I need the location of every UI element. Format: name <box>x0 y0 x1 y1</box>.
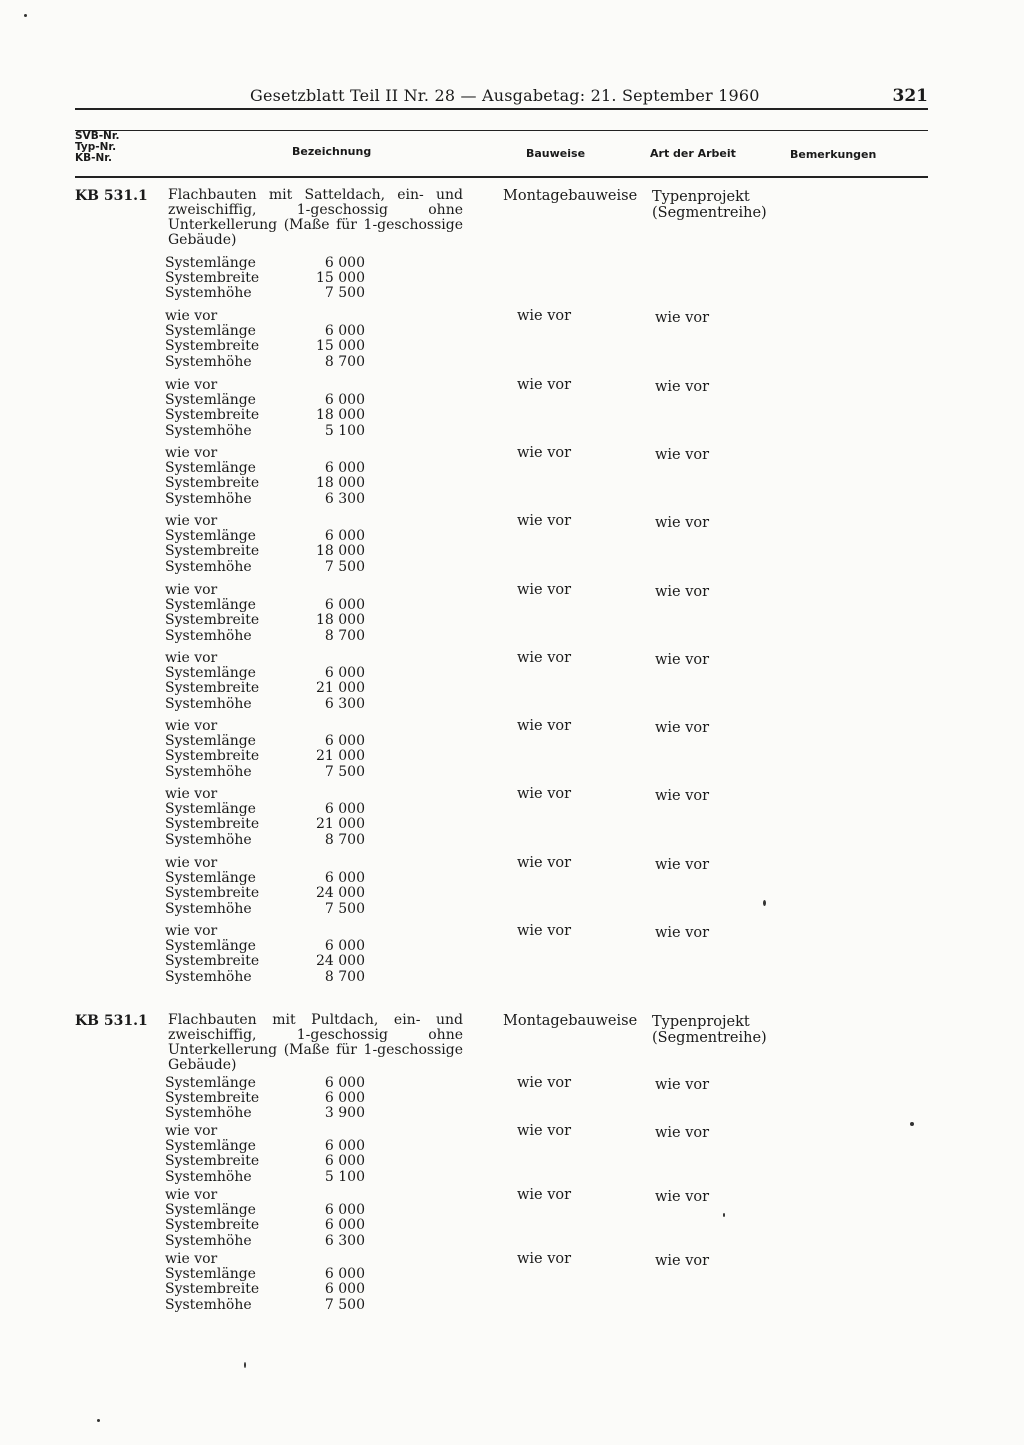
dimension-value: 6 000 <box>324 938 365 955</box>
dimension-value: 6 000 <box>324 1202 365 1219</box>
dimension-label: Systemlänge <box>165 733 256 750</box>
column-header-top-rule <box>75 130 928 131</box>
dimension-value: 6 000 <box>324 733 365 750</box>
dimension-value: 6 000 <box>324 528 365 545</box>
column-head-method: Bauweise <box>526 147 586 160</box>
column-head-remarks: Bemerkungen <box>790 148 877 161</box>
dimension-label: Systemhöhe <box>165 1232 252 1249</box>
dimension-value: 18 000 <box>316 543 365 560</box>
group-work-type: wie vor <box>655 379 710 395</box>
group-method: wie vor <box>517 923 572 939</box>
dimension-label: Systemlänge <box>165 801 256 818</box>
group-work-type: wie vor <box>655 1125 710 1141</box>
dimension-value: 5 100 <box>324 422 365 439</box>
dimension-label: Systemlänge <box>165 1202 256 1219</box>
dimension-value: 6 000 <box>324 255 365 271</box>
dimension-label: Systemlänge <box>165 938 256 955</box>
dimension-label: Systembreite <box>165 1090 260 1107</box>
dimension-label: Systemlänge <box>165 1138 256 1155</box>
same-as-above-label: wie vor <box>165 855 218 871</box>
dimension-value: 7 500 <box>324 1296 365 1313</box>
work-type: Typenprojekt (Segmentreihe) <box>652 1014 767 1046</box>
dimension-value: 8 700 <box>324 831 365 848</box>
dimension-label: Systemlänge <box>165 255 256 271</box>
group-work-type: wie vor <box>655 720 710 736</box>
same-as-above-label: wie vor <box>165 718 218 734</box>
group-work-type: wie vor <box>655 1077 710 1093</box>
dimension-label: Systembreite <box>165 953 260 970</box>
group-work-type: wie vor <box>655 1253 710 1269</box>
group-method: wie vor <box>517 1075 572 1091</box>
group-method: wie vor <box>517 1251 572 1267</box>
dimension-label: Systembreite <box>165 816 260 833</box>
column-head-svb: SVB-Nr. <box>75 130 120 142</box>
group-method: wie vor <box>517 718 572 734</box>
dimension-label: Systembreite <box>165 1153 260 1170</box>
dimension-value: 6 300 <box>324 695 365 712</box>
dimension-label: Systemhöhe <box>165 490 252 507</box>
dimension-label: Systemhöhe <box>165 1105 252 1122</box>
same-as-above-label: wie vor <box>165 650 218 666</box>
dimension-value: 6 000 <box>324 1138 365 1155</box>
dimension-value: 21 000 <box>316 816 365 833</box>
scan-speck <box>763 900 766 906</box>
dimension-value: 7 500 <box>324 285 365 302</box>
column-head-ids <box>75 131 120 164</box>
dimension-label: Systembreite <box>165 885 260 902</box>
group-method: wie vor <box>517 1187 572 1203</box>
kb-number: KB 531.1 <box>75 1013 148 1029</box>
same-as-above-label: wie vor <box>165 1251 218 1267</box>
dimension-label: Systemlänge <box>165 460 256 477</box>
header-rule <box>75 108 928 110</box>
scan-speck <box>910 1122 914 1126</box>
dimension-value: 21 000 <box>316 748 365 765</box>
same-as-above-label: wie vor <box>165 923 218 939</box>
dimension-value: 6 000 <box>324 665 365 682</box>
dimension-label: Systemhöhe <box>165 627 252 644</box>
column-head-kb: KB-Nr. <box>75 152 112 164</box>
dimension-label: Systemhöhe <box>165 558 252 575</box>
header-title: Gesetzblatt Teil II Nr. 28 — Ausgabetag: 21. September 1960 <box>250 86 760 105</box>
dimension-label: Systemhöhe <box>165 1296 252 1313</box>
construction-method: Montagebauweise <box>503 188 638 204</box>
dimension-label: Systemhöhe <box>165 695 252 712</box>
same-as-above-label: wie vor <box>165 582 218 598</box>
dimension-value: 6 300 <box>324 490 365 507</box>
dimension-value: 18 000 <box>316 475 365 492</box>
dimension-value: 3 900 <box>324 1105 365 1122</box>
group-method: wie vor <box>517 377 572 393</box>
group-work-type: wie vor <box>655 857 710 873</box>
group-work-type: wie vor <box>655 925 710 941</box>
same-as-above-label: wie vor <box>165 1187 218 1203</box>
group-method: wie vor <box>517 582 572 598</box>
dimension-value: 18 000 <box>316 407 365 424</box>
group-work-type: wie vor <box>655 515 710 531</box>
dimension-label: Systemlänge <box>165 1075 256 1091</box>
group-method: wie vor <box>517 308 572 324</box>
work-type: Typenprojekt (Segmentreihe) <box>652 189 767 221</box>
dimension-label: Systemhöhe <box>165 353 252 370</box>
dimension-label: Systemlänge <box>165 528 256 545</box>
dimension-value: 7 500 <box>324 900 365 917</box>
dimension-value: 6 000 <box>324 1153 365 1170</box>
dimension-value: 8 700 <box>324 627 365 644</box>
dimension-label: Systemlänge <box>165 392 256 409</box>
dimension-value: 6 000 <box>324 597 365 614</box>
dimension-label: Systemhöhe <box>165 900 252 917</box>
construction-method: Montagebauweise <box>503 1013 638 1029</box>
designation-text: Flachbauten mit Pultdach, ein- und zweischiffig, 1-geschossig ohne Unterkellerung (Maße für 1-geschossige Gebäude) <box>168 1012 463 1073</box>
same-as-above-label: wie vor <box>165 1123 218 1139</box>
dimension-value: 6 300 <box>324 1232 365 1249</box>
dimension-label: Systemhöhe <box>165 763 252 780</box>
dimension-label: Systemhöhe <box>165 831 252 848</box>
column-head-typ: Typ-Nr. <box>75 141 117 153</box>
dimension-label: Systemlänge <box>165 1266 256 1283</box>
scan-speck <box>723 1213 725 1217</box>
dimension-label: Systemhöhe <box>165 422 252 439</box>
same-as-above-label: wie vor <box>165 513 218 529</box>
scan-speck <box>24 14 27 17</box>
group-method: wie vor <box>517 650 572 666</box>
dimension-label: Systembreite <box>165 680 260 697</box>
column-head-work-type: Art der Arbeit <box>650 147 736 160</box>
dimension-value: 6 000 <box>324 1281 365 1298</box>
dimension-value: 21 000 <box>316 680 365 697</box>
dimension-label: Systembreite <box>165 748 260 765</box>
dimension-label: Systemlänge <box>165 323 256 340</box>
dimension-value: 24 000 <box>316 885 365 902</box>
dimension-value: 8 700 <box>324 968 365 985</box>
dimension-label: Systembreite <box>165 612 260 629</box>
dimension-value: 5 100 <box>324 1168 365 1185</box>
same-as-above-label: wie vor <box>165 377 218 393</box>
dimension-value: 7 500 <box>324 763 365 780</box>
designation-text: Flachbauten mit Satteldach, ein- und zweischiffig, 1-geschossig ohne Unterkellerung (Maße für 1-geschossige Gebäude) <box>168 187 463 248</box>
dimension-label: Systemhöhe <box>165 968 252 985</box>
dimension-value: 18 000 <box>316 612 365 629</box>
dimension-label: Systembreite <box>165 338 260 355</box>
group-work-type: wie vor <box>655 1189 710 1205</box>
dimension-value: 6 000 <box>324 870 365 887</box>
dimension-label: Systembreite <box>165 543 260 560</box>
dimension-value: 6 000 <box>324 1266 365 1283</box>
page-header <box>75 84 928 110</box>
same-as-above-label: wie vor <box>165 786 218 802</box>
dimension-label: Systembreite <box>165 270 260 287</box>
dimension-label: Systembreite <box>165 1217 260 1234</box>
group-work-type: wie vor <box>655 447 710 463</box>
dimension-value: 15 000 <box>316 338 365 355</box>
dimension-value: 7 500 <box>324 558 365 575</box>
dimension-value: 6 000 <box>324 323 365 340</box>
group-method: wie vor <box>517 855 572 871</box>
kb-number: KB 531.1 <box>75 188 148 204</box>
dimension-label: Systemlänge <box>165 870 256 887</box>
dimension-label: Systemlänge <box>165 665 256 682</box>
group-work-type: wie vor <box>655 788 710 804</box>
group-work-type: wie vor <box>655 584 710 600</box>
group-method: wie vor <box>517 786 572 802</box>
group-work-type: wie vor <box>655 310 710 326</box>
dimension-label: Systemhöhe <box>165 1168 252 1185</box>
same-as-above-label: wie vor <box>165 308 218 324</box>
group-method: wie vor <box>517 513 572 529</box>
dimension-label: Systembreite <box>165 475 260 492</box>
dimension-value: 8 700 <box>324 353 365 370</box>
dimension-value: 24 000 <box>316 953 365 970</box>
dimension-label: Systembreite <box>165 407 260 424</box>
dimension-value: 6 000 <box>324 1075 365 1091</box>
scan-speck <box>97 1419 100 1422</box>
dimension-value: 15 000 <box>316 270 365 287</box>
dimension-value: 6 000 <box>324 1217 365 1234</box>
dimension-value: 6 000 <box>324 460 365 477</box>
dimension-value: 6 000 <box>324 1090 365 1107</box>
group-method: wie vor <box>517 1123 572 1139</box>
dimension-label: Systembreite <box>165 1281 260 1298</box>
scan-speck <box>244 1362 246 1368</box>
dimension-label: Systemlänge <box>165 597 256 614</box>
dimension-value: 6 000 <box>324 392 365 409</box>
dimension-value: 6 000 <box>324 801 365 818</box>
group-work-type: wie vor <box>655 652 710 668</box>
column-header-bottom-rule <box>75 176 928 178</box>
group-method: wie vor <box>517 445 572 461</box>
dimension-label: Systemhöhe <box>165 285 252 302</box>
same-as-above-label: wie vor <box>165 445 218 461</box>
page-number: 321 <box>892 86 928 106</box>
column-head-designation: Bezeichnung <box>292 145 372 158</box>
